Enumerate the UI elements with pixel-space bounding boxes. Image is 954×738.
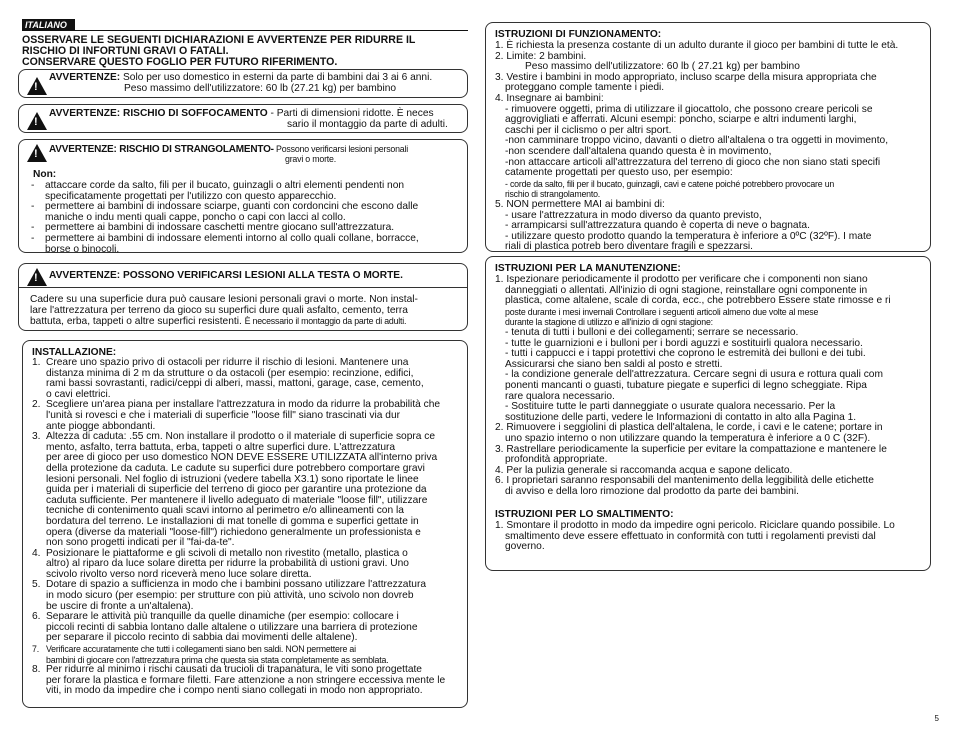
warning-text: Cadere su una superficie dura può causare lesioni personali gravi o morte. Non instal- lare l'attrezzatura per terreno da gioco su superfici dure quali asfalto, cemento, terra battuta, erba, tappeti o altre superfici resistenti. È necessario il montaggio da parte di adulti. xyxy=(30,294,418,328)
list-item: 3. Altezza di caduta: .55 cm. Non installare il prodotto o il materiale di superficie sopra ce mento, asfalto, terra battuta, erba, tappeti o altre superfici dure. L'attrezzatura per aree di gioco per uso domestico NON DEVE ESSERE UTILIZZATA all'interno priva della protezione da caduta. Le cadute su superfici dure potrebbero comportare gravi lesioni personali. Nel foglio di istruzioni (vedere tabella X3.1) sono riportate le linee guida per i materiali di superficie del terreno di gioco per garantire una protezione da caduta sufficiente. Per mantenere il livello adeguato di materiale "loose fill", utilizzare tecniche di contenimento quali scavi intorno al perimetro e/o allineamenti con la bordatura del terreno. Le installazioni di mat tonelle di gomma e superfici gettate in opera (diverse da materiali "loose-fill") richiedono generalmente un professionista e non sono progetti indicati per il "fai-da-te". xyxy=(32,431,438,549)
text-line: - Sostituire tutte le parti danneggiate o usurate qualora necessario. Per la xyxy=(505,401,836,413)
text-line: danneggiati o allentati. All'inizio di ogni stagione, reinstallare ogni componente in xyxy=(505,284,868,296)
intro-warning xyxy=(22,35,468,68)
intro-line: OSSERVARE LE SEGUENTI DICHIARAZIONI E AVVERTENZE PER RIDURRE IL xyxy=(22,34,416,46)
text-line: rare qualora necessario. xyxy=(505,390,615,402)
text-line: - corde da salto, fili per il bucato, guinzagli, cavi e catene poiché potrebbero provocare un xyxy=(505,178,835,189)
warning-label: AVVERTENZE: RISCHIO DI STRANGOLAMENTO- xyxy=(49,144,274,155)
text-line: - rimuovere oggetti, prima di utilizzare il giocattolo, che possono creare pericoli se xyxy=(505,103,873,115)
text-line: - tenuta di tutti i bulloni e dei collegamenti; serrare se necessario. xyxy=(505,326,799,338)
list-item: - permettere ai bambini di indossare elementi intorno al collo quali collane, borracce, borse o binocoli. xyxy=(31,232,419,255)
section-heading: ISTRUZIONI PER LA MANUTENZIONE: xyxy=(495,263,681,274)
installation-list xyxy=(32,358,464,697)
list-item: 6. Separare le attività più tranquille da quelle dinamiche (per esempio: collocare i piccoli recinti di sabbia lontano dalle altalene o utilizzare una barriera di protezione per separare il piccolo recinto di sabbia dai movimenti delle altalene). xyxy=(32,611,418,644)
list-item: 4. Posizionare le piattaforme e gli scivoli di metallo non rivestito (metallo, plastica o altro) al riparo da luce solare diretta per ridurre la probabilità di ustioni gravi. Uno scivolo rivolto verso nord riceverà meno luce solare diretta. xyxy=(32,547,409,580)
section-heading: INSTALLAZIONE: xyxy=(32,347,117,358)
list-item: - attaccare corde da salto, fili per il bucato, guinzagli o altri elementi pendenti non specificatamente progettati per l'utilizzo con questo apparecchio. xyxy=(31,180,405,202)
non-label: Non: xyxy=(33,169,57,180)
list-item: 8. Per ridurre al minimo i rischi causati da trucioli di trapanatura, le viti sono progettate per forare la plastica e formare filetti. Fare attenzione a non stringere eccessiva mente le viti, in modo da impedire che i compo nenti siano collegati in modo non appropriato. xyxy=(32,664,446,697)
text-line: 2. Rimuovere i seggiolini di plastica dell'altalena, le corde, i cavi e le catene; portare in xyxy=(495,422,883,434)
warning-label: AVVERTENZE: xyxy=(49,72,121,83)
text-line: - usare l'attrezzatura in modo diverso da quanto previsto, xyxy=(505,209,762,221)
text-line: 1. È richiesta la presenza costante di un adulto durante il gioco per bambini di tutte le età. xyxy=(495,40,899,51)
text-line: - arrampicarsi sull'attrezzatura quando è coperta di neve o bagnata. xyxy=(505,220,810,232)
text-line: 4. Per la pulizia generale si raccomanda acqua e sapone delicato. xyxy=(495,464,793,476)
text-line: 3. Vestire i bambini in modo appropriato, incluso scarpe della misura appropriata che xyxy=(495,71,877,83)
text-line: sostituzione delle parti, vedere le Informazioni di contatto in alto alla Pagina 1. xyxy=(505,411,857,423)
text-line: 2. Limite: 2 bambini. xyxy=(495,50,587,62)
text-line: ponenti mancanti o guasti, tubature piegate e superfici di legno scheggiate. Ripa xyxy=(505,379,867,391)
page-number: 5 xyxy=(934,714,939,723)
warning-text: Possono verificarsi lesioni personali xyxy=(273,144,409,154)
warning-text: Solo per uso domestico in esterni da parte di bambini dai 3 ai 6 anni. xyxy=(122,72,433,83)
text-line: -non attaccare articoli all'attrezzatura del terreno di gioco che non siano stati specifi xyxy=(505,156,881,168)
text-line: di avviso e della loro rimozione dal prodotto da parte dei bambini. xyxy=(505,485,799,497)
intro-line: CONSERVARE QUESTO FOGLIO PER FUTURO RIFERIMENTO. xyxy=(22,56,338,68)
text-line: smaltimento deve essere effettuato in conformità con tutti i regolamenti previsti dal xyxy=(505,530,876,542)
divider xyxy=(19,287,467,288)
warning-triangle-icon: ! xyxy=(27,77,47,95)
text-line: aggrovigliati e afferrati. Alcuni esempi: poncho, sciarpe e altri indumenti larghi, xyxy=(505,114,857,126)
section-heading: ISTRUZIONI DI FUNZIONAMENTO: xyxy=(495,29,662,40)
text-line: catamente progettati per questo uso, per esempio: xyxy=(505,167,733,179)
text-line: poste durante i mesi invernali Controllare i seguenti articoli almeno due volte al mese xyxy=(505,306,819,317)
warning-text: Peso massimo dell'utilizzatore: 60 lb (27.21 kg) per bambino xyxy=(124,83,397,94)
maintenance-box xyxy=(485,256,931,571)
text-line: 3. Rastrellare periodicamente la superficie per evitare la compattazione e mantenere le xyxy=(495,443,887,455)
warning-label: AVVERTENZE: POSSONO VERIFICARSI LESIONI ALLA TESTA O MORTE. xyxy=(49,270,403,281)
text-line: plastica, come altalene, scale di corda, ecc., che potrebbero Essere state rimosse e ri xyxy=(505,295,891,307)
maintenance-list xyxy=(495,275,927,497)
list-item: 2. Scegliere un'area piana per installare l'attrezzatura in modo da ridurre la probabilità che l'unità si rovesci e che i materiali di superficie "loose fill" siano trascinati via dur ante piogge abbondanti. xyxy=(32,399,441,432)
text-line: caschi per il ciclismo o per altri sport. xyxy=(505,124,672,136)
warning-text: sario il montaggio da parte di adulti. xyxy=(287,119,448,130)
text-line: - tutti i cappucci e i tappi protettivi che coprono le estremità dei bulloni e dei tubi. xyxy=(505,348,866,360)
text-line: 1. Ispezionare periodicamente il prodotto per verificare che i componenti non siano xyxy=(495,274,868,285)
warning-triangle-icon: ! xyxy=(27,144,47,162)
list-item: 5. Dotare di spazio a sufficienza in modo che i bambini possano utilizzare l'attrezzatura in modo sicuro (per esempio: per strutture con più attività, uno scivolo non dovreb be uscire di fronte a un'altalena). xyxy=(32,579,427,612)
warning-triangle-icon: ! xyxy=(27,112,47,130)
language-rule xyxy=(22,30,468,31)
operation-box xyxy=(485,22,931,252)
text-line: 6. I proprietari saranno responsabili del mantenimento della leggibilità delle etichette xyxy=(495,475,874,487)
text-line: durante la stagione di utilizzo e all'inizio di ogni stagione: xyxy=(505,317,713,328)
list-item: - permettere ai bambini di indossare caschetti mentre giocano sull'attrezzatura. xyxy=(31,222,395,234)
text-line: -non scendere dall'altalena quando questa è in movimento, xyxy=(505,145,772,157)
section-heading: ISTRUZIONI PER LO SMALTIMENTO: xyxy=(495,509,674,520)
text-line: proteggano comple tamente i piedi. xyxy=(505,82,665,94)
text-line: - la condizione generale dell'attrezzatura. Cercare segni di usura e rottura quali com xyxy=(505,369,883,381)
disposal-list xyxy=(495,521,927,553)
warning-text: - Parti di dimensioni ridotte. È neces xyxy=(267,108,434,119)
text-line: rischio di strangolamento. xyxy=(505,189,601,200)
text-line: -non camminare troppo vicino, davanti o dietro all'altalena o tra oggetti in movimento, xyxy=(505,135,889,147)
warning-text: gravi o morte. xyxy=(285,154,336,164)
list-item: 1. Creare uno spazio privo di ostacoli per ridurre il rischio di lesioni. Mantenere una distanza minima di 2 m da strutture o da ostacoli (per esempio: recinzione, edifici, rami bassi sovrastanti, radici/ceppi di alberi, massi, mattoni, garage, case, cemento, o cavi elettrici. xyxy=(32,357,424,400)
warning-label: AVVERTENZE: RISCHIO DI SOFFOCAMENTO xyxy=(49,108,268,119)
text-line: Assicurarsi che siano ben saldi al posto e stretti. xyxy=(505,358,723,370)
text-line: governo. xyxy=(505,541,545,553)
list-item: 7. Verificare accuratamente che tutti i collegamenti siano ben saldi. NON permettere ai bambini di giocare con l'attrezzatura prima che questa sia stata completamente as semblata. xyxy=(32,644,389,665)
text-line: profondità appropriate. xyxy=(505,454,608,466)
text-line: - utilizzare questo prodotto quando la temperatura è inferiore a 0ºC (32ºF). I mate xyxy=(505,230,872,242)
text-line: 5. NON permettere MAI ai bambini di: xyxy=(495,198,665,210)
text-line: 1. Smontare il prodotto in modo da impedire ogni pericolo. Riciclare quando possibile. Lo xyxy=(495,520,895,531)
list-item: - permettere ai bambini di indossare sciarpe, guanti con cordoncini che escono dalle maniche o indu menti quali cappe, poncho o capi con lacci al collo. xyxy=(31,201,419,223)
warning-box-strangulation xyxy=(18,139,468,253)
text-line: riali di plastica potreb bero diventare fragili e spezzarsi. xyxy=(505,241,754,253)
warning-box-choking xyxy=(18,104,468,133)
installation-box xyxy=(22,340,468,708)
language-tab: ITALIANO xyxy=(22,19,75,31)
text-line: - tutte le guarnizioni e i bulloni per i bordi aguzzi e sostituirli qualora necessario. xyxy=(505,337,863,349)
intro-line: RISCHIO DI INFORTUNI GRAVI O FATALI. xyxy=(22,45,229,57)
operation-list xyxy=(495,41,927,253)
text-line: 4. Insegnare ai bambini: xyxy=(495,92,604,104)
text-line: uno spazio interno o non utilizzare quando la temperatura è inferiore a 0 C (32F). xyxy=(505,432,871,444)
strangulation-list xyxy=(31,181,463,255)
warning-triangle-icon: ! xyxy=(27,268,47,286)
warning-box-age xyxy=(18,69,468,98)
text-line: Peso massimo dell'utilizzatore: 60 lb ( 27.21 kg) per bambino xyxy=(525,61,800,73)
warning-box-head-injury xyxy=(18,263,468,331)
